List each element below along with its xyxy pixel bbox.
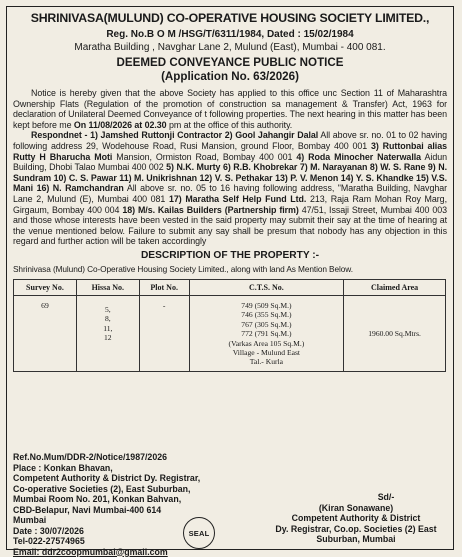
column-header: Claimed Area <box>344 279 446 295</box>
registration-number: Reg. No.B O M /HSG/T/6311/1984, Dated : 15/02/1984 <box>106 29 354 40</box>
respondent-address: All above sr. no. 01 to 02 having following address 29, Wodehouse Road, Rusi Mansion, ground Floor, Bombay 400 001 <box>13 130 447 151</box>
signatory-title: Competent Authority & District <box>291 513 421 523</box>
notice-paragraph <box>13 88 447 130</box>
notice-date: Date : 30/07/2026 <box>13 525 84 536</box>
hissa-value: 8, <box>104 314 111 324</box>
respondent-names: 5) N.K. Murty 6) R.B. Khobrekar 7) M. Narayanan 8) W. S. Rane 9) N. Sundram 10) C. S. Pawar 11) M. Unikrishnan 12) V. S. Pethakar 13) P. V. Menon 14) Y. S. Khandke 15) V.S. Mani 16) N. Ramchandran <box>13 162 447 194</box>
respondent-address: All above sr. no. 05 to 16 having following address, "Maratha Building, Navghar Lane 2, Mulund (E), Mumbai 400 081 <box>13 183 448 204</box>
place-line: Mumbai Room No. 201, Konkan Bahvan, <box>13 494 182 504</box>
place-line: Co-operative Societies (2), East Suburban, <box>13 483 191 494</box>
application-number: (Application No. 63/2026) <box>161 70 299 83</box>
column-header: Hissa No. <box>76 279 139 295</box>
para-text: Notice is hereby given that the above Society has applied to this office unc Section 11 of Maharashtra Ownership Flats (Regulation of the promotion of construction sa management & Transfer) Act, 1963 for declaration of Unilateral Deemed Conveyance of t following properties. The next hearing in this matter has been kept before me <box>13 88 447 130</box>
signatory-name: (Kiran Sonawane) <box>318 502 394 513</box>
para-text: pm at the office of this authority. <box>166 119 293 130</box>
place-line: Mumbai <box>13 515 47 525</box>
place-line: Competent Authority & District Dy. Registrar, <box>13 473 201 483</box>
notice-header <box>13 11 447 84</box>
place-line: Place : Konkan Bhavan, <box>13 462 113 473</box>
respondent-address: 213, Raja Ram Mohan Roy Marg, Girgaum, Bombay 400 004 <box>13 193 447 215</box>
signature-block <box>266 492 446 545</box>
cts-value: 772 (791 Sq.M.) <box>241 329 292 339</box>
column-header: Survey No. <box>14 279 77 295</box>
place-line: CBD-Belapur, Navi Mumbai-400 614 <box>13 504 162 515</box>
cts-value: 767 (305 Sq.M.) <box>241 319 292 329</box>
signature-sd: Sd/- <box>377 492 395 502</box>
cts-cell <box>189 295 344 371</box>
respondent-address: 47/51, Issaji Street, Mumbai 400 003 and those whose interests have been vested in the said property may submit their say at the time of hearing at the venue mentioned below. Failure to submit any say shall be presum that nobody has any objection in this regard and further action will be taken accordingly <box>13 204 448 247</box>
table-row <box>14 295 446 371</box>
society-name: SHRINIVASA(MULUND) CO-OPERATIVE HOUSING SOCIETY LIMITED., <box>30 11 430 25</box>
cts-value: 746 (355 Sq.M.) <box>241 310 292 320</box>
notice-title: DEEMED CONVEYANCE PUBLIC NOTICE <box>116 56 344 69</box>
hissa-value: 5, <box>104 304 111 314</box>
signatory-title: Dy. Registrar, Co.op. Societies (2) East <box>275 523 437 534</box>
claimed-area-cell <box>344 295 446 371</box>
cts-value: Tal.- Kurla <box>249 357 284 367</box>
telephone: Tel-022-27574965 <box>13 536 85 546</box>
respondent-address: Mansion, Ormiston Road, Bombay 400 001 <box>112 151 297 162</box>
respondent-names: 17) Maratha Self Help Fund Ltd. <box>168 193 307 204</box>
claimed-area: 1960.00 Sq.Mtrs. <box>368 329 421 339</box>
hearing-date: On 11/08/2026 at 02.30 <box>73 119 167 130</box>
cts-value: Village - Mulund East <box>232 347 301 357</box>
seal-stamp: SEAL <box>183 517 215 549</box>
property-description-line: Shrinivasa (Mulund) Co-Operative Housing Society Limited., along with land As Mention Below. <box>13 263 353 274</box>
notice-footer <box>13 452 449 557</box>
email-address: Email: ddr2coopmumbai@gmail.com <box>13 546 168 557</box>
signatory-title: Suburban, Mumbai <box>316 534 396 544</box>
notice-body <box>13 88 447 247</box>
respondent-names: 18) M/s. Kailas Builders (Partnership firm) <box>122 204 299 215</box>
cts-value: (Varkas Area 105 Sq.M.) <box>228 338 305 348</box>
respondent-names: Respondnet - 1) Jamshed Ruttonji Contractor 2) Gool Jahangir Dalal <box>31 130 319 141</box>
respondent-names: 3) Ruttonbai alias Rutty H Bharucha Moti <box>13 140 447 162</box>
hissa-value: 12 <box>104 333 112 343</box>
column-header: Plot No. <box>139 279 189 295</box>
table-header-row <box>14 279 446 295</box>
survey-cell: 69 <box>14 295 77 371</box>
respondents-paragraph <box>13 130 447 247</box>
plot-cell: - <box>139 295 189 371</box>
cts-value: 749 (509 Sq.M.) <box>241 300 292 310</box>
hissa-cell <box>76 295 139 371</box>
property-table <box>13 279 446 372</box>
respondent-address: Aidun Building, Dhobi Talao Mumbai 400 002 <box>13 151 447 173</box>
ref-number: Ref.No.Mum/DDR-2/Notice/1987/2026 <box>13 452 167 462</box>
property-description-title: DESCRIPTION OF THE PROPERTY :- <box>140 249 320 261</box>
hissa-value: 11, <box>103 323 113 333</box>
society-address: Maratha Building , Navghar Lane 2, Mulund (East), Mumbai - 400 081. <box>74 42 386 53</box>
public-notice <box>6 6 454 557</box>
column-header: C.T.S. No. <box>189 279 344 295</box>
respondent-names: 4) Roda Minocher Naterwalla <box>296 151 422 162</box>
